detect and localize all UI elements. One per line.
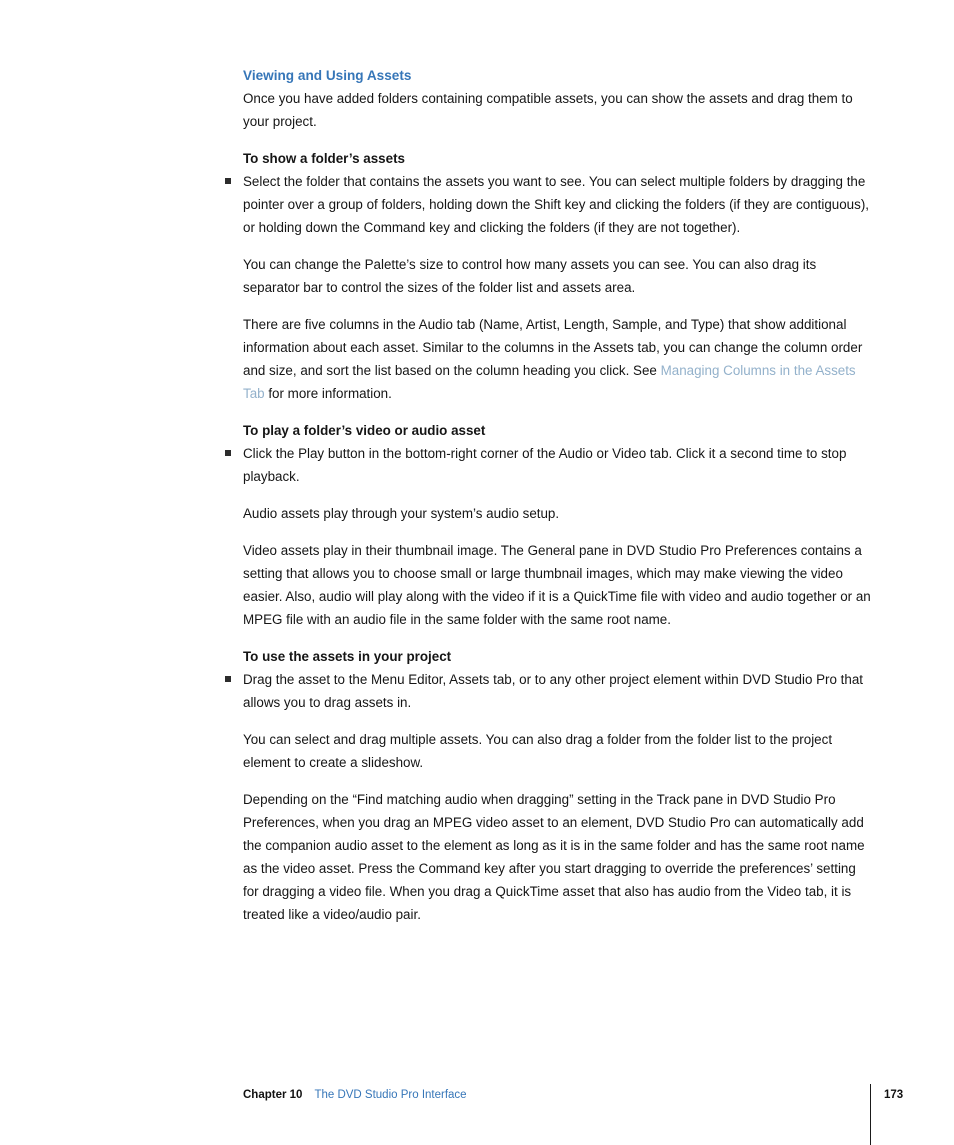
bullet-item	[243, 442, 875, 488]
bullet-item	[243, 668, 875, 714]
bullet-square-icon	[225, 450, 231, 456]
footer-chapter-label: Chapter 10	[243, 1089, 303, 1101]
task-heading-play-video-audio-asset: To play a folder’s video or audio asset	[243, 423, 486, 438]
body-paragraph: You can select and drag multiple assets. You can also drag a folder from the folder list to the project element to create a slideshow.	[243, 732, 833, 770]
link-managing-columns-assets-tab[interactable]: Managing Columns in the Assets Tab	[243, 363, 856, 401]
task-heading-show-folder-assets: To show a folder’s assets	[243, 151, 405, 166]
body-paragraph-with-link	[243, 313, 875, 405]
footer	[243, 1087, 467, 1103]
bullet-square-icon	[225, 178, 231, 184]
footer-divider	[870, 1084, 871, 1145]
bullet-item	[243, 170, 875, 239]
bullet-square-icon	[225, 676, 231, 682]
footer-page-number: 173	[884, 1089, 904, 1101]
bullet-text: Drag the asset to the Menu Editor, Assets tab, or to any other project element within DVD Studio Pro that allows you to drag assets in.	[243, 672, 864, 710]
paragraph-text: for more information.	[264, 386, 392, 401]
body-paragraph: Audio assets play through your system’s audio setup.	[243, 506, 560, 521]
bullet-text: Click the Play button in the bottom-right corner of the Audio or Video tab. Click it a second time to stop playback.	[243, 446, 847, 484]
page-content	[243, 64, 875, 940]
body-paragraph: Depending on the “Find matching audio when dragging” setting in the Track pane in DVD Studio Pro Preferences, when you drag an MPEG video asset to an element, DVD Studio Pro can automatically add the companion audio asset to the element as long as it is in the same folder and has the same root name as the video asset. Press the Command key after you start dragging to override the preferences’ setting for dragging a video file. When you drag a QuickTime asset that also has audio from the Video tab, it is treated like a video/audio pair.	[243, 792, 865, 922]
task-heading-use-assets-in-project: To use the assets in your project	[243, 649, 452, 664]
footer-chapter-title-link[interactable]: The DVD Studio Pro Interface	[314, 1089, 467, 1101]
intro-paragraph: Once you have added folders containing compatible assets, you can show the assets and drag them to your project.	[243, 91, 853, 129]
paragraph-text: There are five columns in the Audio tab (Name, Artist, Length, Sample, and Type) that show additional information about each asset. Similar to the columns in the Assets tab, you can change the column order and size, and sort the list based on the column heading you click. See	[243, 317, 863, 378]
section-heading: Viewing and Using Assets	[243, 68, 412, 83]
bullet-text: Select the folder that contains the assets you want to see. You can select multiple folders by dragging the pointer over a group of folders, holding down the Shift key and clicking the folders (if they are contiguous), or holding down the Command key and clicking the folders (if they are not together).	[243, 174, 869, 235]
body-paragraph: You can change the Palette’s size to control how many assets you can see. You can also drag its separator bar to control the sizes of the folder list and assets area.	[243, 257, 817, 295]
body-paragraph: Video assets play in their thumbnail image. The General pane in DVD Studio Pro Preferences contains a setting that allows you to choose small or large thumbnail images, which may make viewing the video easier. Also, audio will play along with the video if it is a QuickTime file with video and audio together or an MPEG file with an audio file in the same folder with the same root name.	[243, 543, 871, 627]
